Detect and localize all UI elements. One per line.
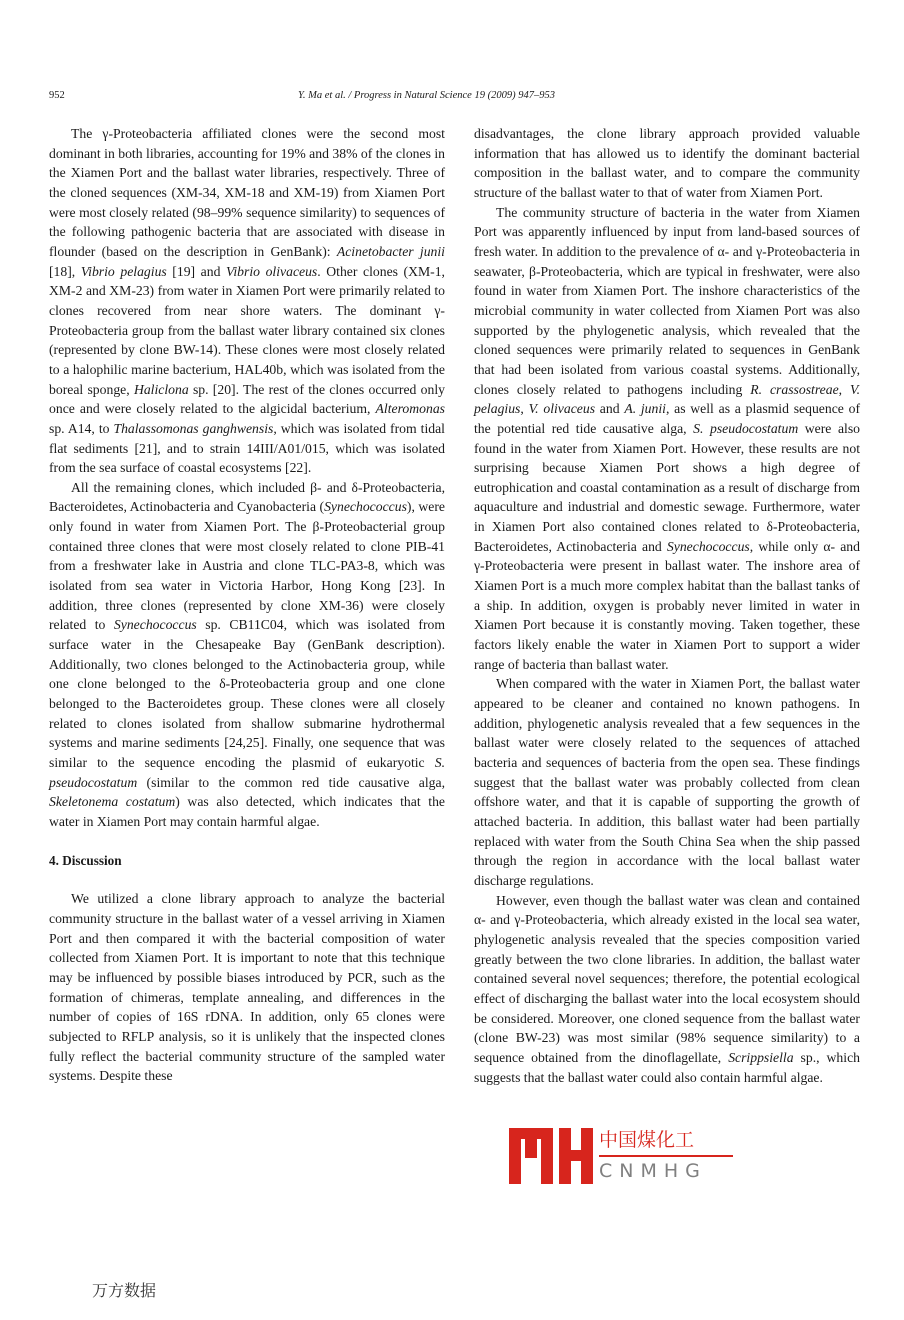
- left-column: [49, 124, 445, 1086]
- paragraph-continued: disadvantages, the clone library approach provided valuable information that has allowed us to identify the dominant bacterial composition in the ballast water, and to compare the community structure of the ballast water to that of water from Xiamen Port.: [474, 126, 860, 200]
- watermark-divider: [599, 1155, 733, 1157]
- paragraph-discussion-intro: We utilized a clone library approach to analyze the bacterial community structure in the ballast water of a vessel arriving in Xiamen Port and then compared it with the bacterial composition of water collected from Xiamen Port. It is important to note that this technique may be influenced by possible biases introduced by PCR, such as the formation of chimeras, template annealing, and differences in the number of copies of 16S rDNA. In addition, only 65 clones were subjected to RFLP analysis, so it is unlikely that the inspected clones fully reflect the bacterial community structure of the sampled water systems. Despite these: [49, 891, 445, 1084]
- paragraph-species-composition: However, even though the ballast water was clean and contained α- and γ-Proteobacteria, which already existed in the local sea water, phylogenetic analysis revealed that the species composition varied greatly between the two clone libraries. In addition, the ballast water contained several novel sequences; therefore, the potential ecological effect of discharging the ballast water into the local ecosystem should be considered. Moreover, one cloned sequence from the ballast water (clone BW-23) was most similar (98% sequence similarity) to a sequence obtained from the dinoflagellate, Scrippsiella sp., which suggests that the ballast water could also contain harmful algae.: [474, 892, 860, 1085]
- paragraph-community-structure: The community structure of bacteria in the water from Xiamen Port was apparently influenced by input from land-based sources of fresh water. In addition to the prevalence of α- and γ-Proteobacteria in seawater, β-Proteobacteria, which are typical in freshwater, were also found in water from Xiamen Port. The inshore characteristics of the microbial community in water collected from Xiamen Port was also supported by the phylogenetic analysis, which revealed that the cloned sequences were primarily related to sequences in GenBank that had been isolated from various coastal systems. Additionally, clones closely related to pathogens including R. crassostreae, V. pelagius, V. olivaceus and A. junii, as well as a plasmid sequence of the potential red tide causative alga, S. pseudocostatum were also found in the water from Xiamen Port. However, these results are not surprising because Xiamen Port shows a high degree of eutrophication and coastal contamination as a result of discharge from aquaculture and industrial and domestic sewage. Furthermore, water in Xiamen Port also contained clones related to δ-Proteobacteria, Bacteroidetes, Actinobacteria and Synechococcus, while only α- and γ-Proteobacteria were present in ballast water. The inshore area of Xiamen Port is a much more complex habitat than the ballast tanks of a ship. In addition, oxygen is probably never limited in water in Xiamen Port because it is constantly moving. Taken together, these factors likely enable the water in Xiamen Port to support a wider range of bacteria than ballast water.: [474, 204, 861, 672]
- right-column: [474, 124, 860, 1087]
- watermark-logo: [509, 1128, 734, 1184]
- running-head: [0, 88, 904, 104]
- journal-citation: Y. Ma et al. / Progress in Natural Science 19 (2009) 947–953: [298, 90, 555, 101]
- paragraph-ballast-comparison: When compared with the water in Xiamen Port, the ballast water appeared to be cleaner and contained no known pathogens. In addition, phylogenetic analysis revealed that a few sequences in the ballast water were closely related to the sequences of attached bacteria and sequences of bacteria from the open sea. These findings suggest that the ballast water was probably collected from clean offshore water, and that it is capable of supporting the growth of attached bacteria. In addition, this ballast water had been partially replaced with water from the South China Sea when the ship passed through the region in accordance with the local ballast water discharge regulations.: [474, 676, 860, 888]
- section-heading-discussion: 4. Discussion: [49, 852, 122, 868]
- watermark-chinese-text: 中国煤化工: [599, 1129, 695, 1151]
- source-watermark-text: 万方数据: [92, 1281, 157, 1300]
- paragraph-gamma-proteobacteria: The γ-Proteobacteria affiliated clones were the second most dominant in both libraries, accounting for 19% and 38% of the clones in the Xiamen Port and the ballast water libraries, respectively. Three of the cloned sequences (XM-34, XM-18 and XM-19) from Xiamen Port were most closely related (98–99% sequence similarity) to sequences of the following pathogenic bacteria that are associated with disease in flounder (based on the description in GenBank): Acinetobacter junii [18], Vibrio pelagius [19] and Vibrio olivaceus. Other clones (XM-1, XM-2 and XM-23) from water in Xiamen Port were primarily related to clones recovered from near shore waters. The dominant γ-Proteobacteria group from the ballast water library contained six clones (represented by clone BW-14). These clones were most closely related to a halophilic marine bacterium, HAL40b, which was isolated from the boreal sponge, Haliclona sp. [20]. The rest of the clones occurred only once and were closely related to the algicidal bacterium, Alteromonas sp. A14, to Thalassomonas ganghwensis, which was isolated from tidal flat sediments [21], and to strain 14III/A01/015, which was isolated from the sea surface of coastal ecosystems [22].: [49, 126, 445, 476]
- page-number: 952: [49, 90, 65, 101]
- watermark-latin-text: CNMHG: [599, 1160, 707, 1182]
- paragraph-remaining-clones: All the remaining clones, which included β- and δ-Proteobacteria, Bacteroidetes, Actinobacteria and Cyanobacteria (Synechococcus), were only found in water from Xiamen Port. The β-Proteobacterial group contained three clones that were most closely related to clone PIB-41 from a freshwater lake in Austria and clone TLC-PA3-8, which was isolated from sea water in Victoria Harbor, Hong Kong [23]. In addition, three clones (represented by clone XM-36) were closely related to Synechococcus sp. CB11C04, which was isolated from surface water in the Chesapeake Bay (GenBank description). Additionally, two clones belonged to the Actinobacteria group, while one clone belonged to the δ-Proteobacteria group and one clone belonged to the Bacteroidetes group. These clones were all closely related to clones isolated from shallow submarine hydrothermal systems and marine sediments [24,25]. Finally, one sequence that was similar to the sequence encoding the plasmid of eukaryotic S. pseudocostatum (similar to the common red tide causative alga, Skeletonema costatum) was also detected, which indicates that the water in Xiamen Port may contain harmful algae.: [49, 479, 445, 829]
- mh-logo-icon: [509, 1128, 593, 1184]
